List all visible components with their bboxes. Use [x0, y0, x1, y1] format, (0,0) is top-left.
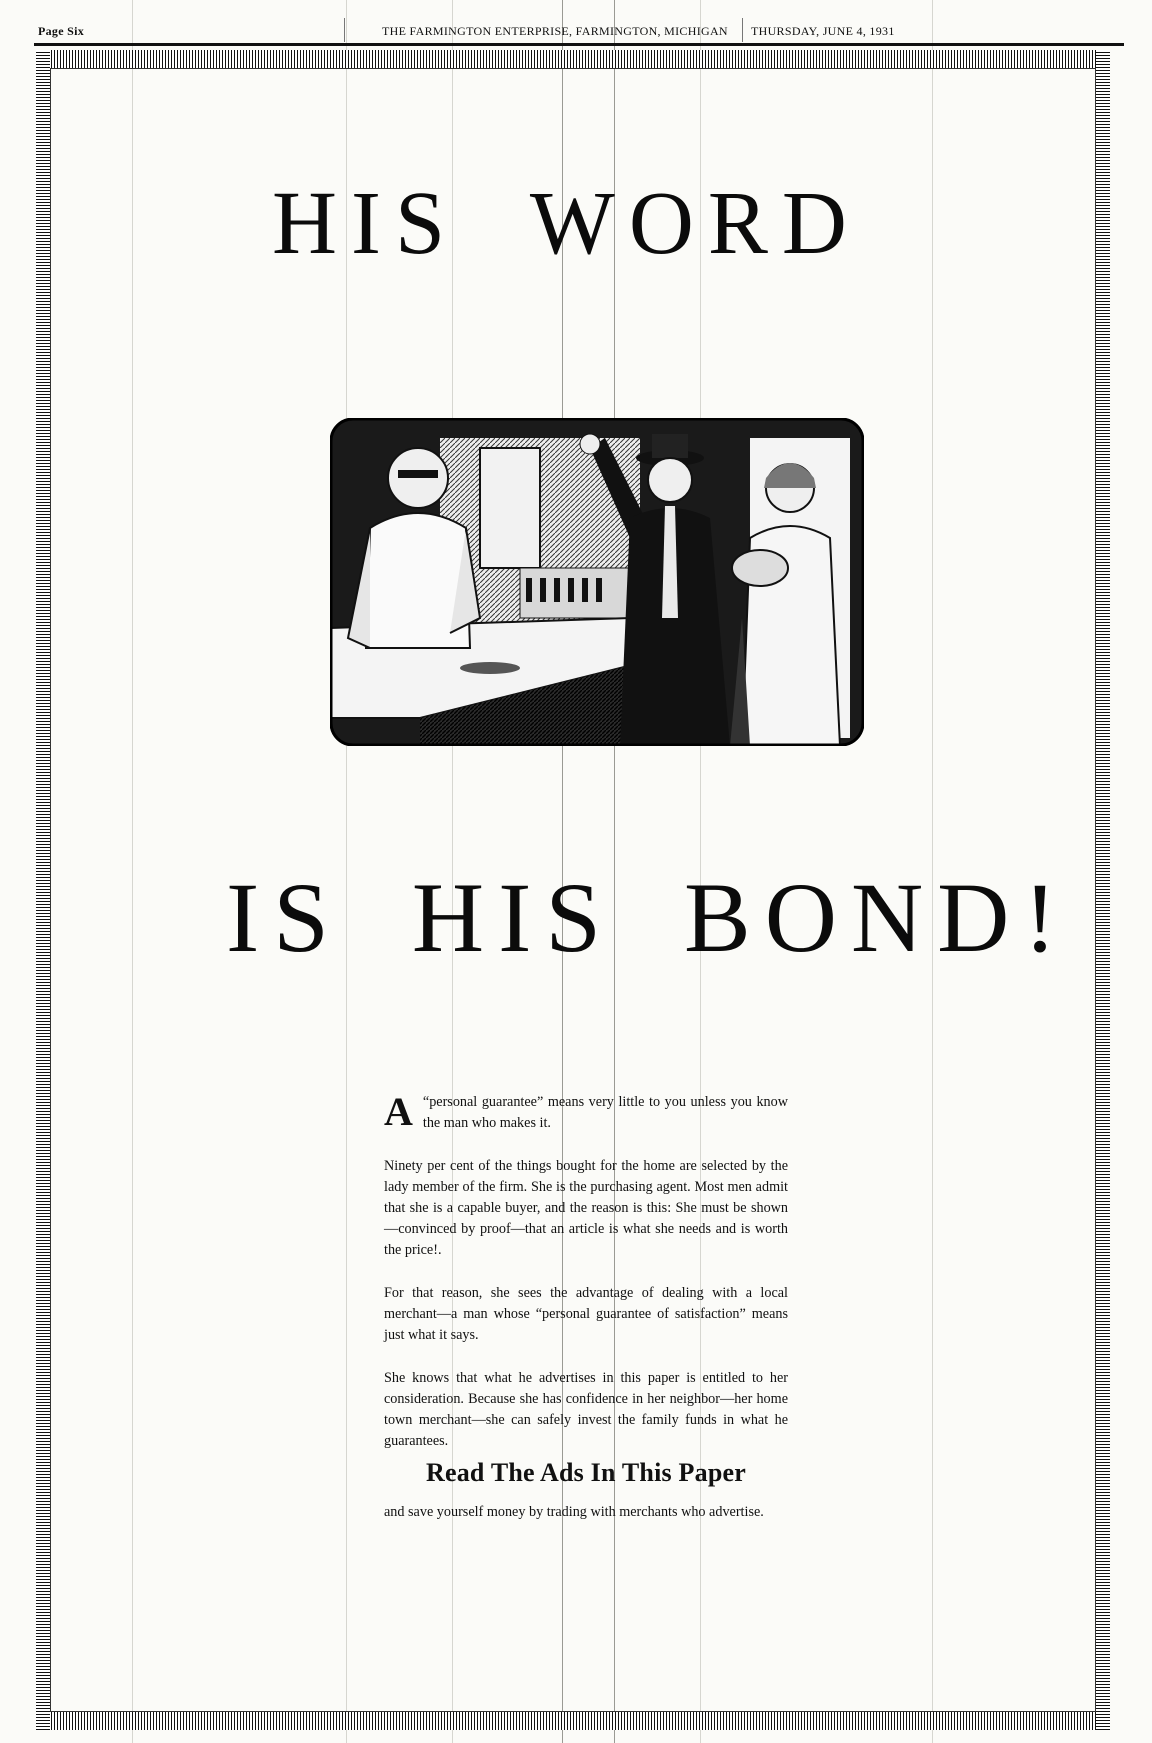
page-number: Page Six [38, 24, 85, 38]
body-paragraph: Ninety per cent of the things bought for the home are selected by the lady member of the firm. She is the purchasing agent. Most men admit that she is a capable buyer, and the reason is this: She must be shown—convinced by proof—that an article is what she needs and is worth the price!. [384, 1158, 788, 1258]
page-masthead [34, 18, 1124, 42]
lead-text: “personal guarantee” means very little to you unless you know the man who makes it. [422, 1094, 788, 1131]
newspaper-name: THE FARMINGTON ENTERPRISE, FARMINGTON, MICHIGAN [382, 24, 728, 38]
drop-cap: A [384, 1089, 413, 1134]
call-to-action: Read The Ads In This Paper [426, 1458, 746, 1487]
border-left [36, 50, 50, 1730]
lead-paragraph [384, 1089, 788, 1134]
headline-bottom: IS HIS BOND! [226, 862, 1071, 973]
store-counter-illustration [330, 418, 864, 746]
issue-date: THURSDAY, JUNE 4, 1931 [751, 24, 895, 38]
closing-text: and save yourself money by trading with merchants who advertise. [384, 1504, 764, 1520]
border-right [1096, 50, 1110, 1730]
advertisement-body [384, 1089, 788, 1474]
masthead-divider [742, 18, 743, 42]
border-bottom [36, 1712, 1110, 1730]
body-paragraph: She knows that what he advertises in this paper is entitled to her consideration. Because she has confidence in her neighbor—her home town merchant—she can safely invest the family funds in what he guarantees. [384, 1370, 788, 1449]
masthead-divider [344, 18, 345, 42]
body-paragraph: For that reason, she sees the advantage of dealing with a local merchant—a man whose “personal guarantee of satisfaction” means just what it says. [384, 1285, 788, 1343]
border-top [36, 50, 1110, 68]
masthead-rule [34, 43, 1124, 46]
headline-top: HIS WORD [272, 174, 861, 273]
